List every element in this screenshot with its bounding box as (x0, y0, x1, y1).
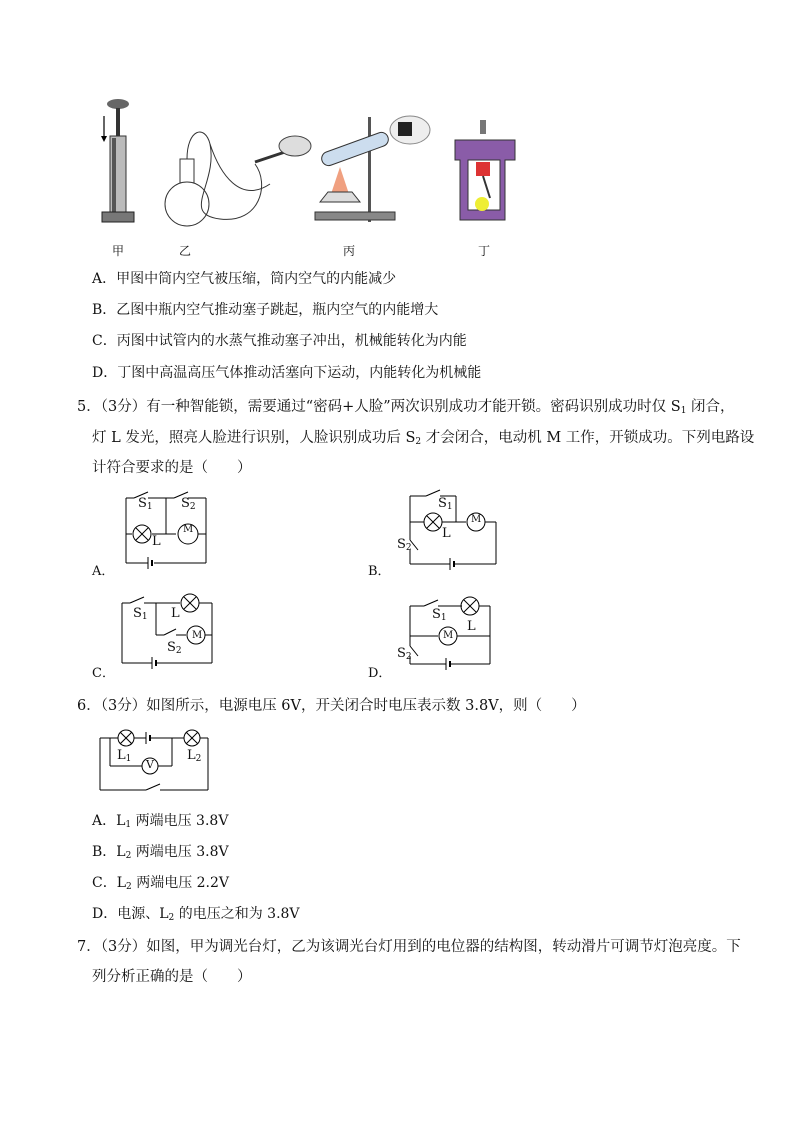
circuit-c (118, 593, 218, 673)
circuit-d-s1: $S_1$ (432, 607, 447, 623)
circuit-d-lamp-label: L (467, 619, 476, 634)
circuit-b-lamp-label: L (442, 526, 451, 541)
option-b-letter: B． (368, 564, 391, 579)
q5-stem-line3: 计符合要求的是（ ） (92, 460, 252, 476)
circuit-d-motor-label: M (443, 630, 454, 641)
q5-stem-line2: 灯 L 发光，照亮人脸进行识别，人脸识别成功后 $S_2$ 才会闭合，电动机 M 工作，开锁成功。下列电路设 (92, 430, 755, 447)
circuit-c-motor-label: M (192, 630, 203, 641)
option-c-letter: C． (92, 666, 115, 681)
q6-option-d: D．电源、$L_2$ 的电压之和为 3.8V (92, 906, 300, 923)
flask-pump-figure (160, 124, 320, 234)
q6-option-a: A．$L_1$ 两端电压 3.8V (92, 813, 229, 830)
q4-option-c: C．丙图中试管内的水蒸气推动塞子冲出，机械能转化为内能 (92, 333, 467, 349)
circuit-a-s1: $S_1$ (138, 496, 153, 512)
circuit-b-s1: $S_1$ (438, 496, 453, 512)
circuit-b-motor-label: M (471, 514, 482, 525)
test-tube-figure (310, 112, 440, 230)
circuit-c-lamp-label: L (171, 606, 180, 621)
circuit-b-s2: $S_2$ (397, 537, 412, 553)
q4-option-a: A．甲图中筒内空气被压缩，筒内空气的内能减少 (92, 271, 397, 287)
q7-stem-line1: 7．（3分）如图，甲为调光台灯，乙为该调光台灯用到的电位器的结构图，转动滑片可调节灯泡亮度。下 (77, 939, 741, 955)
option-d-letter: D． (368, 666, 392, 681)
circuit-a-s2: $S_2$ (181, 496, 196, 512)
circuit-c-s1: $S_1$ (133, 606, 148, 622)
fig-label-jia: 甲 (112, 244, 125, 258)
q6-option-b: B．$L_2$ 两端电压 3.8V (92, 844, 229, 861)
fig-label-bing: 丙 (343, 244, 356, 258)
engine-figure (450, 120, 520, 230)
circuit-a-lamp-label: L (152, 534, 161, 549)
circuit-a-motor-label: M (183, 524, 194, 535)
q6-stem: 6．（3分）如图所示，电源电压 6V，开关闭合时电压表示数 3.8V，则（ ） (77, 698, 586, 714)
q4-option-b: B．乙图中瓶内空气推动塞子跳起，瓶内空气的内能增大 (92, 302, 439, 318)
q6-l2-label: $L_2$ (187, 748, 202, 764)
circuit-d-s2: $S_2$ (397, 646, 412, 662)
fig-label-yi: 乙 (179, 244, 192, 258)
q5-stem-line1: 5．（3分）有一种智能锁，需要通过“密码+人脸”两次识别成功才能开锁。密码识别成功时仅 $S_1$ 闭合， (77, 399, 735, 416)
fig-label-ding: 丁 (478, 244, 491, 258)
q4-option-d: D．丁图中高温高压气体推动活塞向下运动，内能转化为机械能 (92, 365, 482, 381)
q7-stem-line2: 列分析正确的是（ ） (92, 969, 252, 985)
q6-option-c: C．$L_2$ 两端电压 2.2V (92, 875, 230, 892)
option-a-letter: A． (92, 564, 115, 579)
circuit-c-s2: $S_2$ (167, 640, 182, 656)
circuit-a (120, 490, 220, 570)
fire-piston-figure (96, 98, 146, 228)
q6-voltmeter-label: V (146, 758, 154, 771)
q6-l1-label: $L_1$ (117, 748, 132, 764)
